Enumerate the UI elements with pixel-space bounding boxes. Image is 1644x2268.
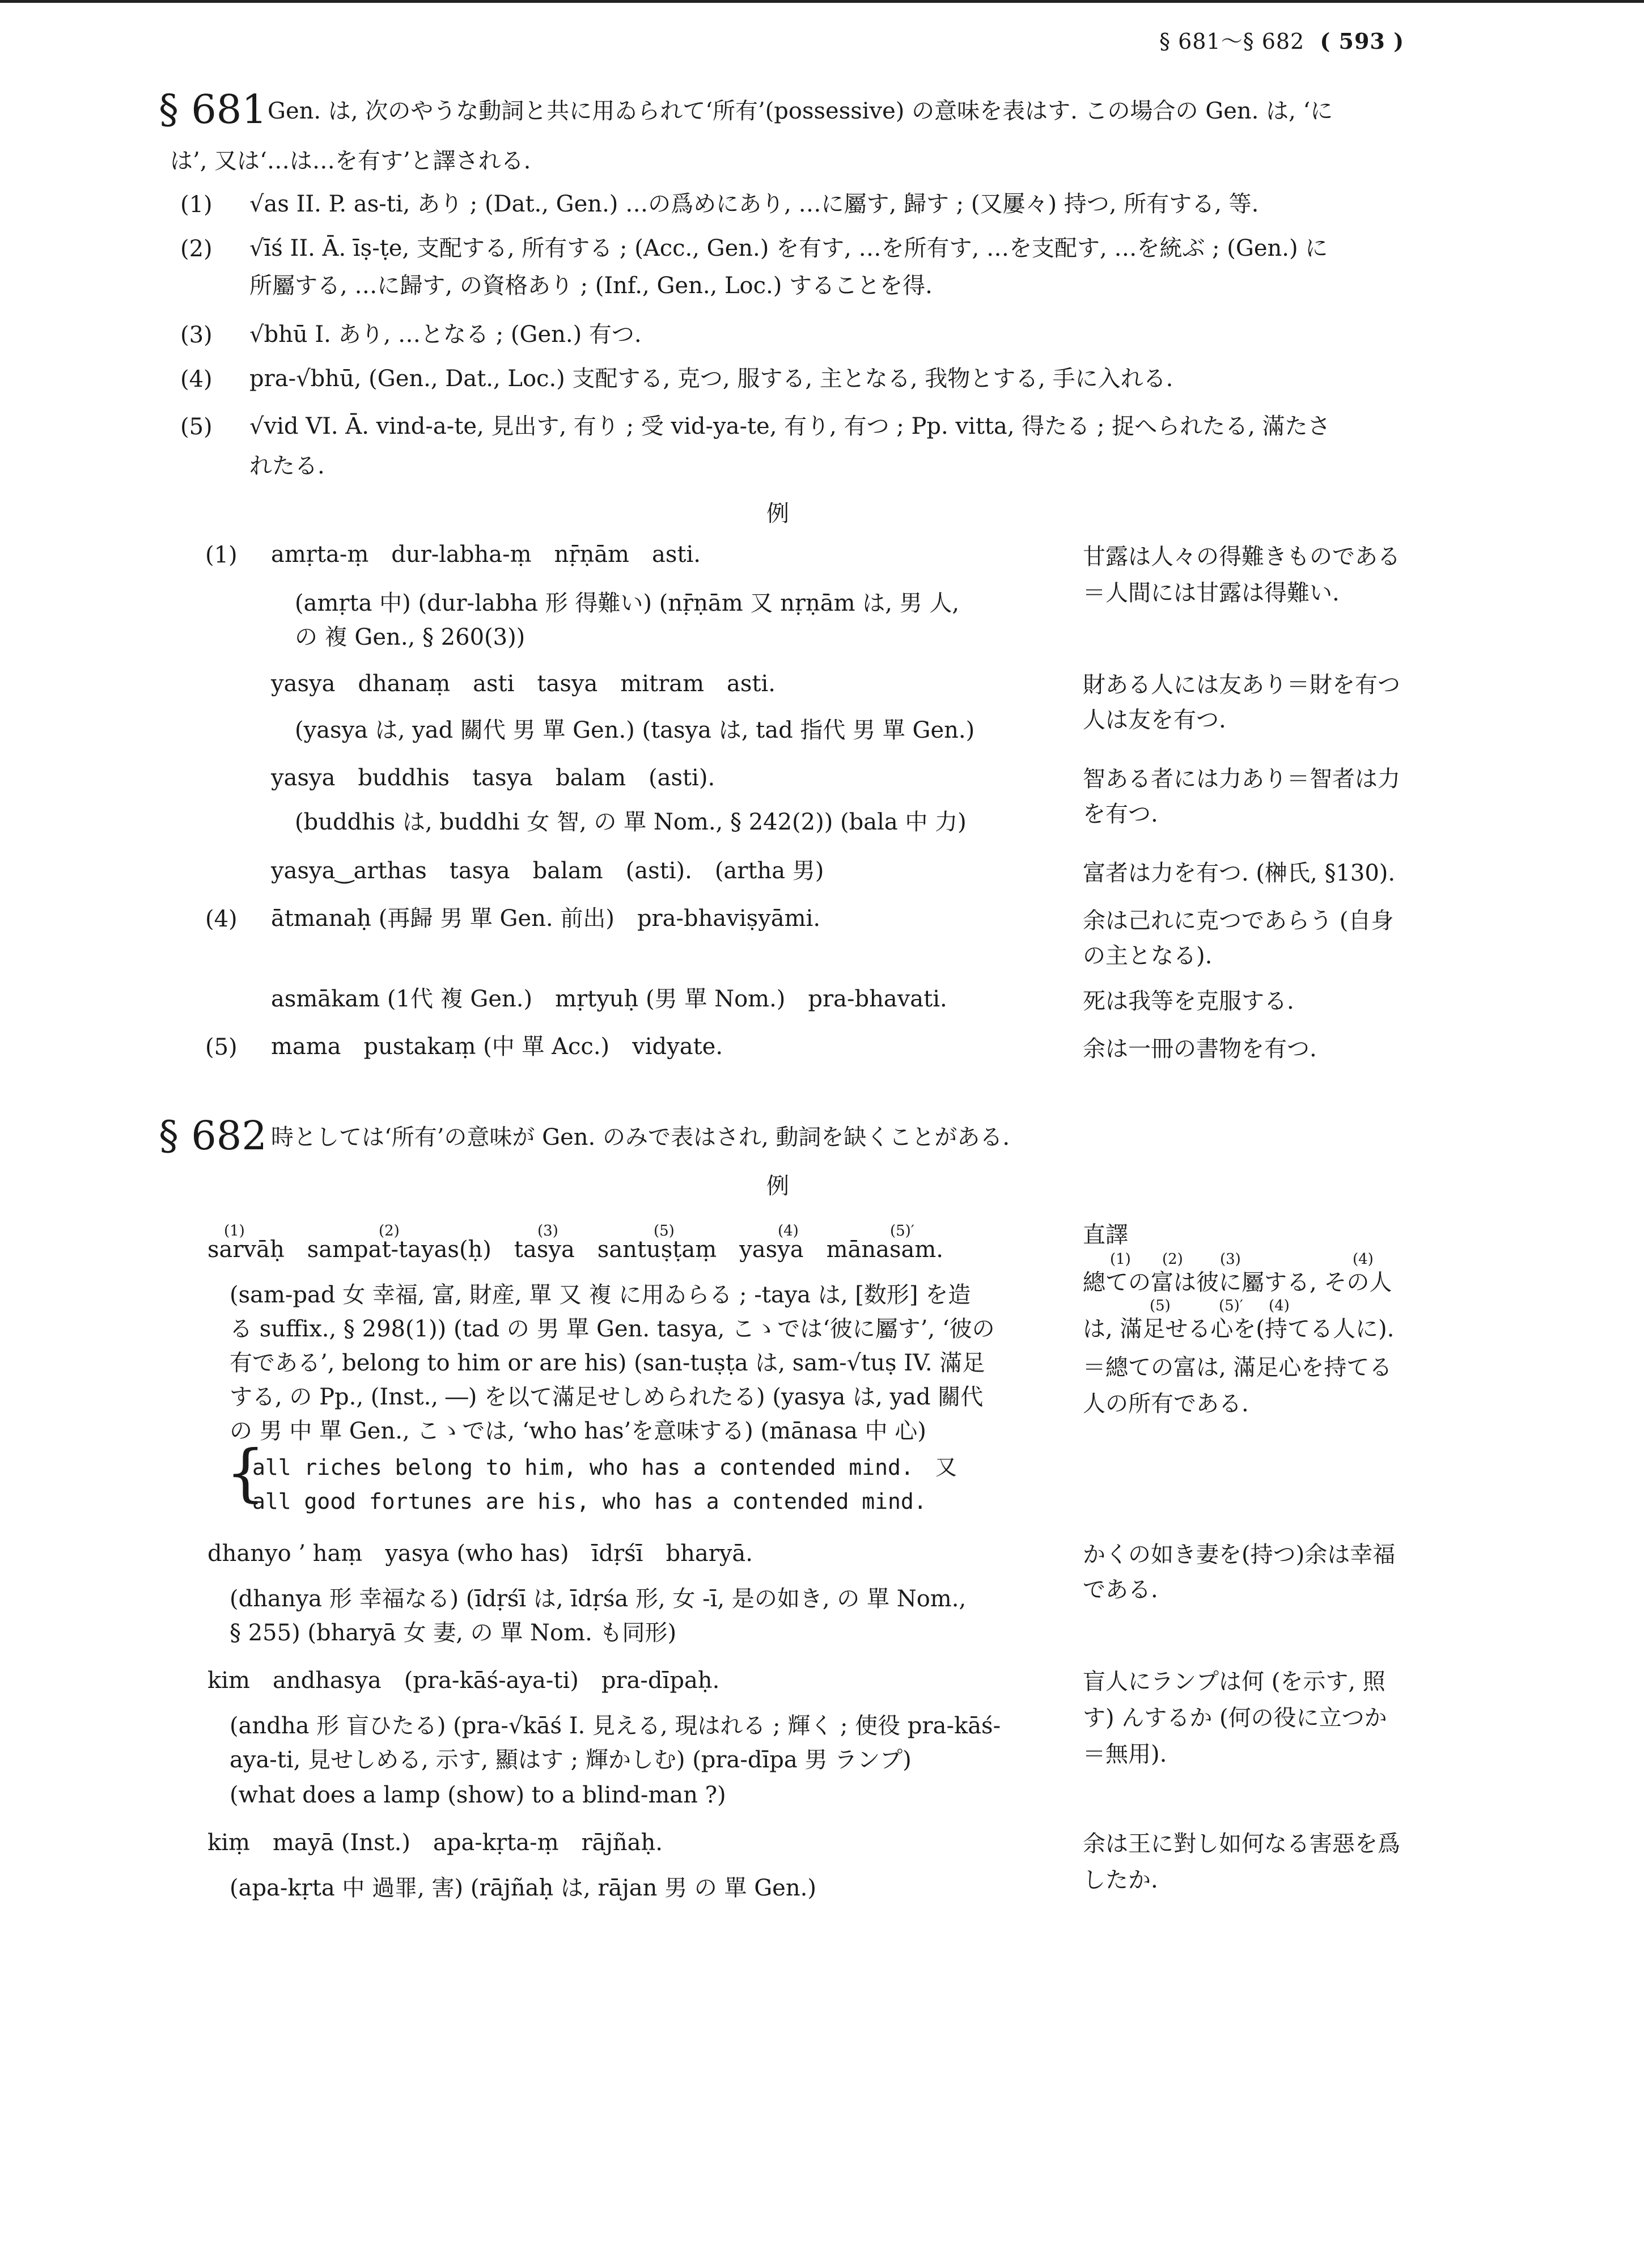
example-7-sanskrit: mama pustakaṃ (中 單 Acc.) vidyate.: [271, 1034, 723, 1060]
s682-example-1-sanskrit: sarvāḥ sampat-tayas(ḥ) tasya santuṣṭaṃ yasya mānasam.: [207, 1237, 943, 1263]
tr-sup-3: (3): [1220, 1251, 1241, 1268]
verb-4-line: pra-√bhū, (Gen., Dat., Loc.) 支配する, 克つ, 服する, 主となる, 我物とする, 手に入れる.: [249, 366, 1173, 392]
sup-mark-1: (1): [224, 1222, 245, 1239]
running-header: [1159, 24, 1404, 55]
s682-translation-4: 人の所有である.: [1083, 1391, 1249, 1417]
tr-sup-4: (4): [1353, 1251, 1374, 1268]
example-5-sanskrit: ātmanaḥ (再歸 男 單 Gen. 前出) pra-bhaviṣyāmi.: [271, 905, 821, 932]
example-1-translation-1: 甘露は人々の得難きものである: [1083, 544, 1400, 570]
s682-example-1-note-2: る suffix., § 298(1)) (tad の 男 單 Gen. tasya, こゝでは‘彼に屬す’, ‘彼の: [230, 1316, 995, 1342]
s682-translation-2: は, 滿足せる心を(持てる人に).: [1083, 1316, 1395, 1342]
s682-example-3-note-3: (what does a lamp (show) to a blind-man ?): [230, 1782, 726, 1808]
example-3-sanskrit: yasya buddhis tasya balam (asti).: [271, 765, 715, 791]
verb-1-line: √as II. P. as-ti, あり ; (Dat., Gen.) …の爲めにあり, …に屬す, 歸す ; (又屢々) 持つ, 所有する, 等.: [249, 191, 1259, 217]
example-7-translation: 余は一冊の書物を有つ.: [1083, 1036, 1317, 1062]
example-6-translation: 死は我等を克服する.: [1083, 988, 1294, 1014]
example-3-translation-2: を有つ.: [1083, 801, 1158, 827]
section-681-intro-1: Gen. は, 次のやうな動詞と共に用ゐられて‘所有’(possessive) の意味を表はす. この場合の Gen. は, ‘に: [268, 98, 1333, 124]
verb-1-number: (1): [180, 192, 213, 218]
s682-example-2-note-1: (dhanya 形 幸福なる) (īdṛśī は, īdṛśa 形, 女 -ī, 是の如き, の 單 Nom.,: [230, 1586, 967, 1612]
s682-translation-3: ＝總ての富は, 滿足心を持てる: [1083, 1355, 1392, 1381]
verb-2-line-1: √īś II. Ā. īṣ-ṭe, 支配する, 所有する ; (Acc., Gen.) を有す, …を所有す, …を支配す, …を統ぶ ; (Gen.) に: [249, 235, 1328, 261]
example-5-number: (4): [205, 906, 238, 932]
s682-example-3-note-2: aya-ti, 見せしめる, 示す, 顯はす ; 輝かしむ) (pra-dīpa 男 ランプ): [230, 1747, 912, 1773]
s682-translation-1: 總ての富は彼に屬する, その人: [1083, 1270, 1392, 1296]
example-label-682: 例: [766, 1173, 789, 1199]
example-1-note-2: の 複 Gen., § 260(3)): [295, 624, 526, 650]
section-681-number: § 681: [159, 86, 267, 133]
example-2-sanskrit: yasya dhanaṃ asti tasya mitram asti.: [271, 671, 776, 697]
example-4-sanskrit: yasya‿arthas tasya balam (asti). (artha 男): [271, 858, 824, 884]
example-1-translation-2: ＝人間には甘露は得難い.: [1083, 580, 1340, 606]
s682-example-4-translation-2: したか.: [1083, 1867, 1158, 1893]
verb-2-number: (2): [180, 236, 213, 262]
s682-example-1-note-4: する, の Pp., (Inst., ―) を以て滿足せしめられたる) (yasya は, yad 關代: [230, 1384, 984, 1410]
s682-example-3-note-1: (andha 形 盲ひたる) (pra-√kāś I. 見える, 現はれる ; 輝く ; 使役 pra-kāś-: [230, 1713, 1001, 1739]
example-6-sanskrit: asmākam (1代 複 Gen.) mṛtyuḥ (男 單 Nom.) pra-bhavati.: [271, 986, 947, 1012]
example-2-translation-1: 財ある人には友あり＝財を有つ: [1083, 672, 1400, 698]
example-3-note: (buddhis は, buddhi 女 智, の 單 Nom., § 242(2)) (bala 中 力): [295, 809, 967, 835]
verb-4-number: (4): [180, 366, 213, 392]
s682-example-1-note-5: の 男 中 單 Gen., こゝでは, ‘who has’を意味する) (mānasa 中 心): [230, 1418, 926, 1444]
verb-3-number: (3): [180, 322, 213, 348]
example-5-translation-1: 余は己れに克つであらう (自身: [1083, 908, 1394, 934]
s682-example-3-translation-2: す) んするか (何の役に立つか: [1083, 1705, 1387, 1731]
section-682-intro: 時としては‘所有’の意味が Gen. のみで表はされ, 動詞を缺くことがある.: [271, 1124, 1010, 1150]
example-label-681: 例: [766, 501, 789, 527]
section-681-intro-2: は’, 又は‘…は…を有す’と譯される.: [170, 148, 531, 174]
sup-mark-3: (3): [537, 1222, 558, 1239]
verb-5-line-1: √vid VI. Ā. vind-a-te, 見出す, 有り ; 受 vid-ya-te, 有り, 有つ ; Pp. vitta, 得たる ; 捉へられたる, 滿たさ: [249, 413, 1331, 439]
example-3-translation-1: 智ある者には力あり＝智者は力: [1083, 766, 1400, 792]
s682-example-4-sanskrit: kiṃ mayā (Inst.) apa-kṛta-ṃ rājñaḥ.: [207, 1830, 663, 1856]
s682-example-2-sanskrit: dhanyo ’ haṃ yasya (who has) īdṛśī bharyā.: [207, 1541, 753, 1567]
tr-sup-5: (5): [1150, 1297, 1171, 1314]
example-5-translation-2: の主となる).: [1083, 943, 1213, 969]
english-brace: {: [226, 1436, 265, 1509]
s682-example-4-translation-1: 余は王に對し如何なる害惡を爲: [1083, 1831, 1400, 1857]
s682-example-3-sanskrit: kim andhasya (pra-kāś-aya-ti) pra-dīpaḥ.: [207, 1668, 720, 1694]
s682-example-1-english-2: all good fortunes are his, who has a contended mind.: [252, 1489, 927, 1514]
page-number: ( 593 ): [1320, 28, 1405, 54]
s682-example-3-translation-3: ＝無用).: [1083, 1741, 1167, 1767]
s682-example-1-note-1: (sam-pad 女 幸福, 富, 財産, 單 又 複 に用ゐらる ; -taya は, [数形] を造: [230, 1282, 971, 1308]
s682-example-4-note: (apa-kṛta 中 過罪, 害) (rājñaḥ は, rājan 男 の 單 Gen.): [230, 1875, 816, 1901]
example-2-translation-2: 人は友を有つ.: [1083, 707, 1226, 733]
tr-sup-1: (1): [1110, 1251, 1131, 1268]
s682-example-3-translation-1: 盲人にランプは何 (を示す, 照: [1083, 1669, 1385, 1695]
example-4-translation: 富者は力を有つ. (榊氏, §130).: [1083, 860, 1396, 886]
example-1-number: (1): [205, 542, 238, 568]
tr-sup-2: (2): [1162, 1251, 1183, 1268]
s682-example-1-english-1: all riches belong to him, who has a contended mind. 又: [252, 1455, 957, 1480]
s682-example-2-translation-2: である.: [1083, 1577, 1158, 1603]
verb-3-line: √bhū I. あり, …となる ; (Gen.) 有つ.: [249, 321, 642, 348]
tr-sup-7: (4): [1269, 1297, 1290, 1314]
s682-example-2-note-2: § 255) (bharyā 女 妻, の 單 Nom. も同形): [230, 1620, 677, 1646]
literal-translation-label: 直譯: [1083, 1222, 1128, 1248]
example-1-note-1: (amṛta 中) (dur-labha 形 得難い) (nṝṇām 又 nṛṇām は, 男 人,: [295, 590, 960, 616]
verb-5-number: (5): [180, 414, 213, 440]
sup-mark-4: (5): [654, 1222, 675, 1239]
section-range: § 681～§ 682: [1159, 29, 1305, 54]
tr-sup-6: (5)′: [1219, 1297, 1243, 1314]
verb-5-line-2: れたる.: [249, 453, 325, 479]
example-7-number: (5): [205, 1034, 238, 1060]
sup-mark-6: (5)′: [890, 1222, 914, 1239]
s682-example-2-translation-1: かくの如き妻を(持つ)余は幸福: [1083, 1542, 1396, 1568]
example-2-note: (yasya は, yad 關代 男 單 Gen.) (tasya は, tad 指代 男 單 Gen.): [295, 717, 975, 743]
verb-2-line-2: 所屬する, …に歸す, の資格あり ; (Inf., Gen., Loc.) することを得.: [249, 273, 933, 299]
example-1-sanskrit: amṛta-ṃ dur-labha-ṃ nṝṇām asti.: [271, 541, 701, 568]
s682-example-1-note-3: 有である’, belong to him or are his) (san-tuṣṭa は, sam-√tuṣ IV. 滿足: [230, 1350, 985, 1376]
sup-mark-2: (2): [379, 1222, 400, 1239]
top-rule: [0, 0, 1644, 3]
sup-mark-5: (4): [778, 1222, 799, 1239]
section-682-number: § 682: [159, 1112, 267, 1159]
